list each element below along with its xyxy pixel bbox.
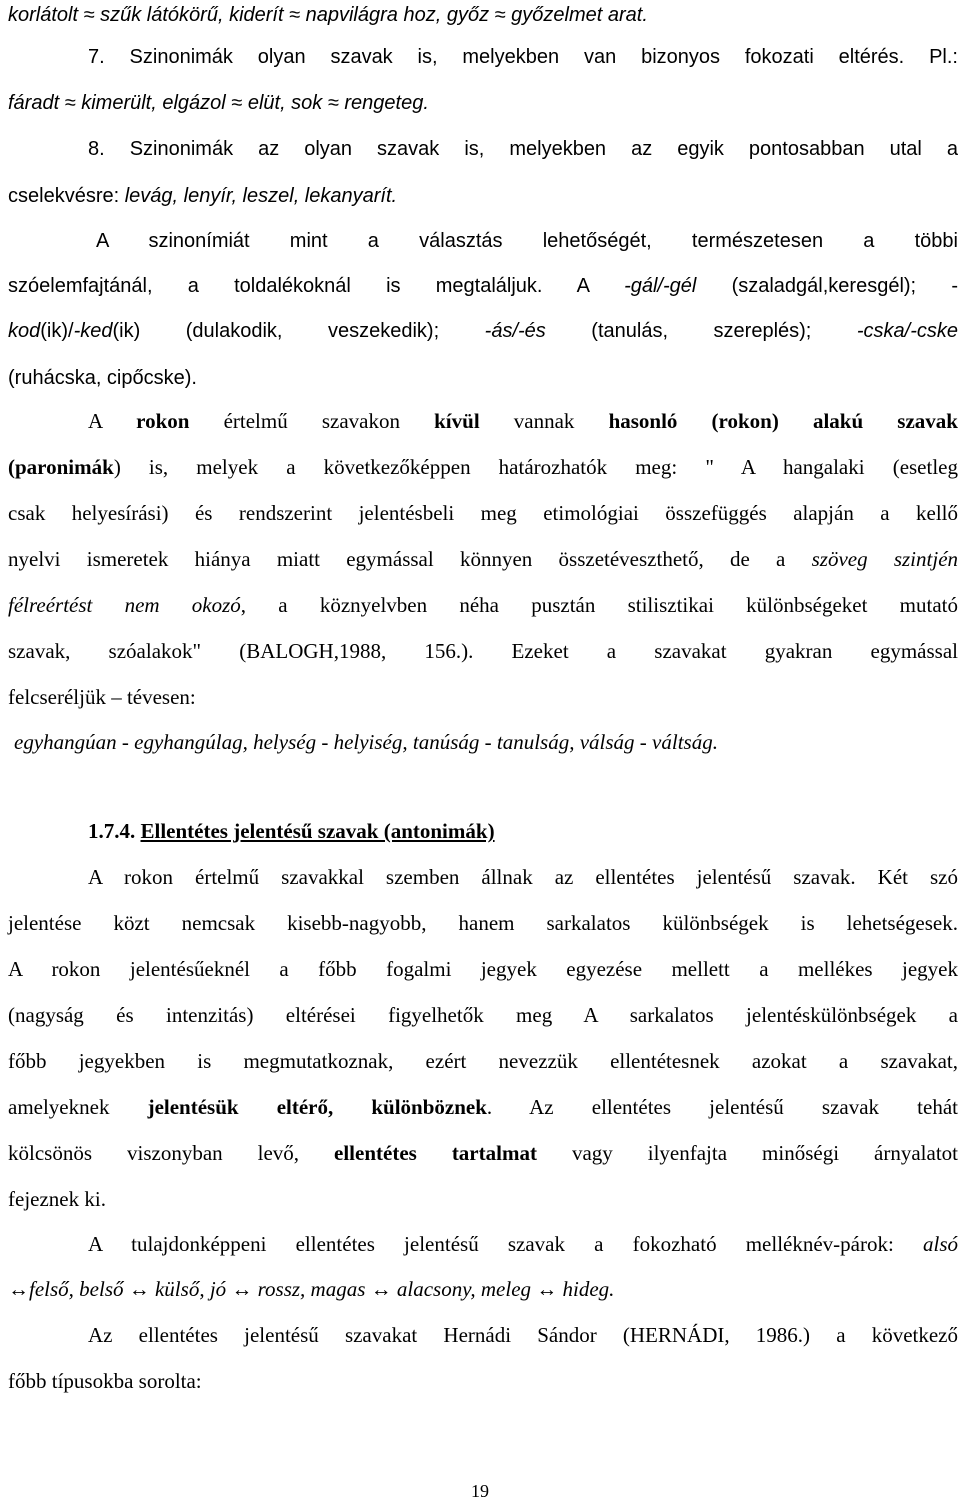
- text-line: [8, 1322, 958, 1348]
- text-segment: , a köznyelvben néha pusztán stilisztikai különbségeket mutató: [240, 593, 958, 617]
- text-line: [8, 136, 958, 162]
- text-segment: (tanulás, szereplés);: [545, 320, 857, 342]
- text-segment: -cska/-cske: [856, 320, 958, 342]
- text-line: [8, 454, 958, 480]
- text-segment: 7. Szinonimák olyan szavak is, melyekben van bizonyos fokozati eltérés. Pl.:: [88, 46, 958, 68]
- text-segment: . Az ellentétes jelentésű szavak tehát: [486, 1095, 958, 1119]
- text-segment: kölcsönös viszonyban levő,: [8, 1141, 335, 1165]
- text-segment: (ruhácska, cipőcske).: [8, 367, 197, 389]
- text-segment: (ik) (dulakodik, veszekedik);: [112, 320, 485, 342]
- text-segment: A rokon jelentésűeknél a főbb fogalmi jegyek egyezése mellett a mellékes jegyek: [8, 957, 958, 981]
- text-segment: amelyeknek: [8, 1095, 148, 1119]
- text-line: [8, 273, 958, 299]
- text-line: [8, 228, 958, 254]
- text-line: [8, 408, 958, 434]
- text-segment: ↔felső, belső ↔ külső, jó ↔ rossz, magas ↔ alacsony, meleg ↔ hideg.: [8, 1277, 615, 1301]
- text-segment: korlátolt ≈ szűk látókörű, kiderít ≈ napvilágra hoz, győz ≈ győzelmet arat.: [8, 4, 648, 26]
- text-segment: (paronimák: [8, 455, 114, 479]
- text-line: [8, 638, 958, 664]
- text-line: [8, 1186, 960, 1212]
- text-line: [8, 1231, 958, 1257]
- page-number: 19: [471, 1481, 489, 1501]
- text-line: [8, 1276, 960, 1302]
- text-segment: 8. Szinonimák az olyan szavak is, melyekben az egyik pontosabban utal a: [88, 138, 958, 160]
- text-line: [8, 2, 960, 28]
- text-line: [8, 1368, 960, 1394]
- text-segment: alsó: [922, 1232, 958, 1256]
- text-segment: szavak, szóalakok" (BALOGH,1988, 156.). Ezeket a szavakat gyakran egymással: [8, 639, 958, 663]
- text-line: [8, 1140, 958, 1166]
- text-line: [8, 546, 958, 572]
- text-line: [8, 365, 960, 391]
- text-segment: Ellentétes jelentésű szavak (antonimák): [140, 819, 495, 843]
- text-line: [8, 500, 958, 526]
- text-line: [8, 1094, 958, 1120]
- text-segment: félreértést nem okozó: [8, 593, 241, 617]
- text-line: [8, 318, 958, 344]
- text-segment: kívül: [434, 409, 480, 433]
- text-line: [8, 44, 958, 70]
- text-segment: szöveg szintjén: [811, 547, 959, 571]
- text-segment: -gál/-gél: [624, 275, 697, 297]
- text-line: [8, 183, 960, 209]
- text-segment: kod: [8, 320, 41, 342]
- text-line: [8, 864, 958, 890]
- text-segment: vagy ilyenfajta minőségi árnyalatot: [536, 1141, 958, 1165]
- text-segment: -ás/-és: [484, 320, 546, 342]
- text-segment: főbb típusokba sorolta:: [8, 1369, 202, 1393]
- text-segment: hasonló (rokon) alakú szavak: [608, 409, 958, 433]
- text-line: [8, 90, 960, 116]
- text-segment: Az ellentétes jelentésű szavakat Hernádi Sándor (HERNÁDI, 1986.) a következő: [88, 1323, 958, 1347]
- text-segment: fejeznek ki.: [8, 1187, 106, 1211]
- text-line: [8, 729, 960, 755]
- text-segment: A rokon értelmű szavakkal szemben állnak az ellentétes jelentésű szavak. Két szó: [88, 865, 958, 889]
- text-segment: rokon: [136, 409, 190, 433]
- text-segment: -ked: [73, 320, 113, 342]
- text-segment: (ik)/: [40, 320, 74, 342]
- text-segment: szóelemfajtánál, a toldalékoknál is megtaláljuk. A: [8, 275, 625, 297]
- text-segment: 1.7.4.: [88, 819, 141, 843]
- text-segment: főbb jegyekben is megmutatkoznak, ezért nevezzük ellentétesnek azokat a szavakat,: [8, 1049, 958, 1073]
- text-segment: A szinonímiát mint a választás lehetőségét, természetesen a többi: [96, 230, 958, 252]
- text-segment: jelentése közt nemcsak kisebb-nagyobb, hanem sarkalatos különbségek is lehetségesek.: [8, 911, 958, 935]
- text-line: [8, 818, 960, 844]
- text-segment: A: [88, 409, 137, 433]
- text-line: [8, 1002, 958, 1028]
- text-line: [8, 684, 960, 710]
- text-segment: levág, lenyír, leszel, lekanyarít.: [124, 185, 398, 207]
- text-segment: A tulajdonképpeni ellentétes jelentésű szavak a fokozható melléknév-párok:: [88, 1232, 923, 1256]
- text-segment: fáradt ≈ kimerült, elgázol ≈ elüt, sok ≈ rengeteg.: [8, 92, 429, 114]
- text-segment: cselekvésre:: [8, 185, 125, 207]
- text-segment: (szaladgál,keresgél); -: [696, 275, 958, 297]
- text-segment: jelentésük eltérő, különböznek: [147, 1095, 487, 1119]
- text-segment: vannak: [479, 409, 609, 433]
- text-segment: ellentétes tartalmat: [334, 1141, 537, 1165]
- text-segment: értelmű szavakon: [189, 409, 435, 433]
- text-segment: ) is, melyek a következőképpen határozhatók meg: " A hangalaki (esetleg: [113, 455, 958, 479]
- text-line: [8, 910, 958, 936]
- text-segment: egyhangúan - egyhangúlag, helység - helyiség, tanúság - tanulság, válság - váltság.: [14, 730, 718, 754]
- text-line: [8, 1048, 958, 1074]
- text-line: [8, 592, 958, 618]
- text-segment: csak helyesírási) és rendszerint jelentésbeli meg etimológiai összefüggés alapján a kellő: [8, 501, 958, 525]
- text-line: [8, 956, 958, 982]
- text-segment: nyelvi ismeretek hiánya miatt egymással könnyen összetéveszthető, de a: [8, 547, 812, 571]
- text-segment: (nagyság és intenzitás) eltérései figyelhetők meg A sarkalatos jelentéskülönbségek a: [8, 1003, 958, 1027]
- text-segment: felcseréljük – tévesen:: [8, 685, 196, 709]
